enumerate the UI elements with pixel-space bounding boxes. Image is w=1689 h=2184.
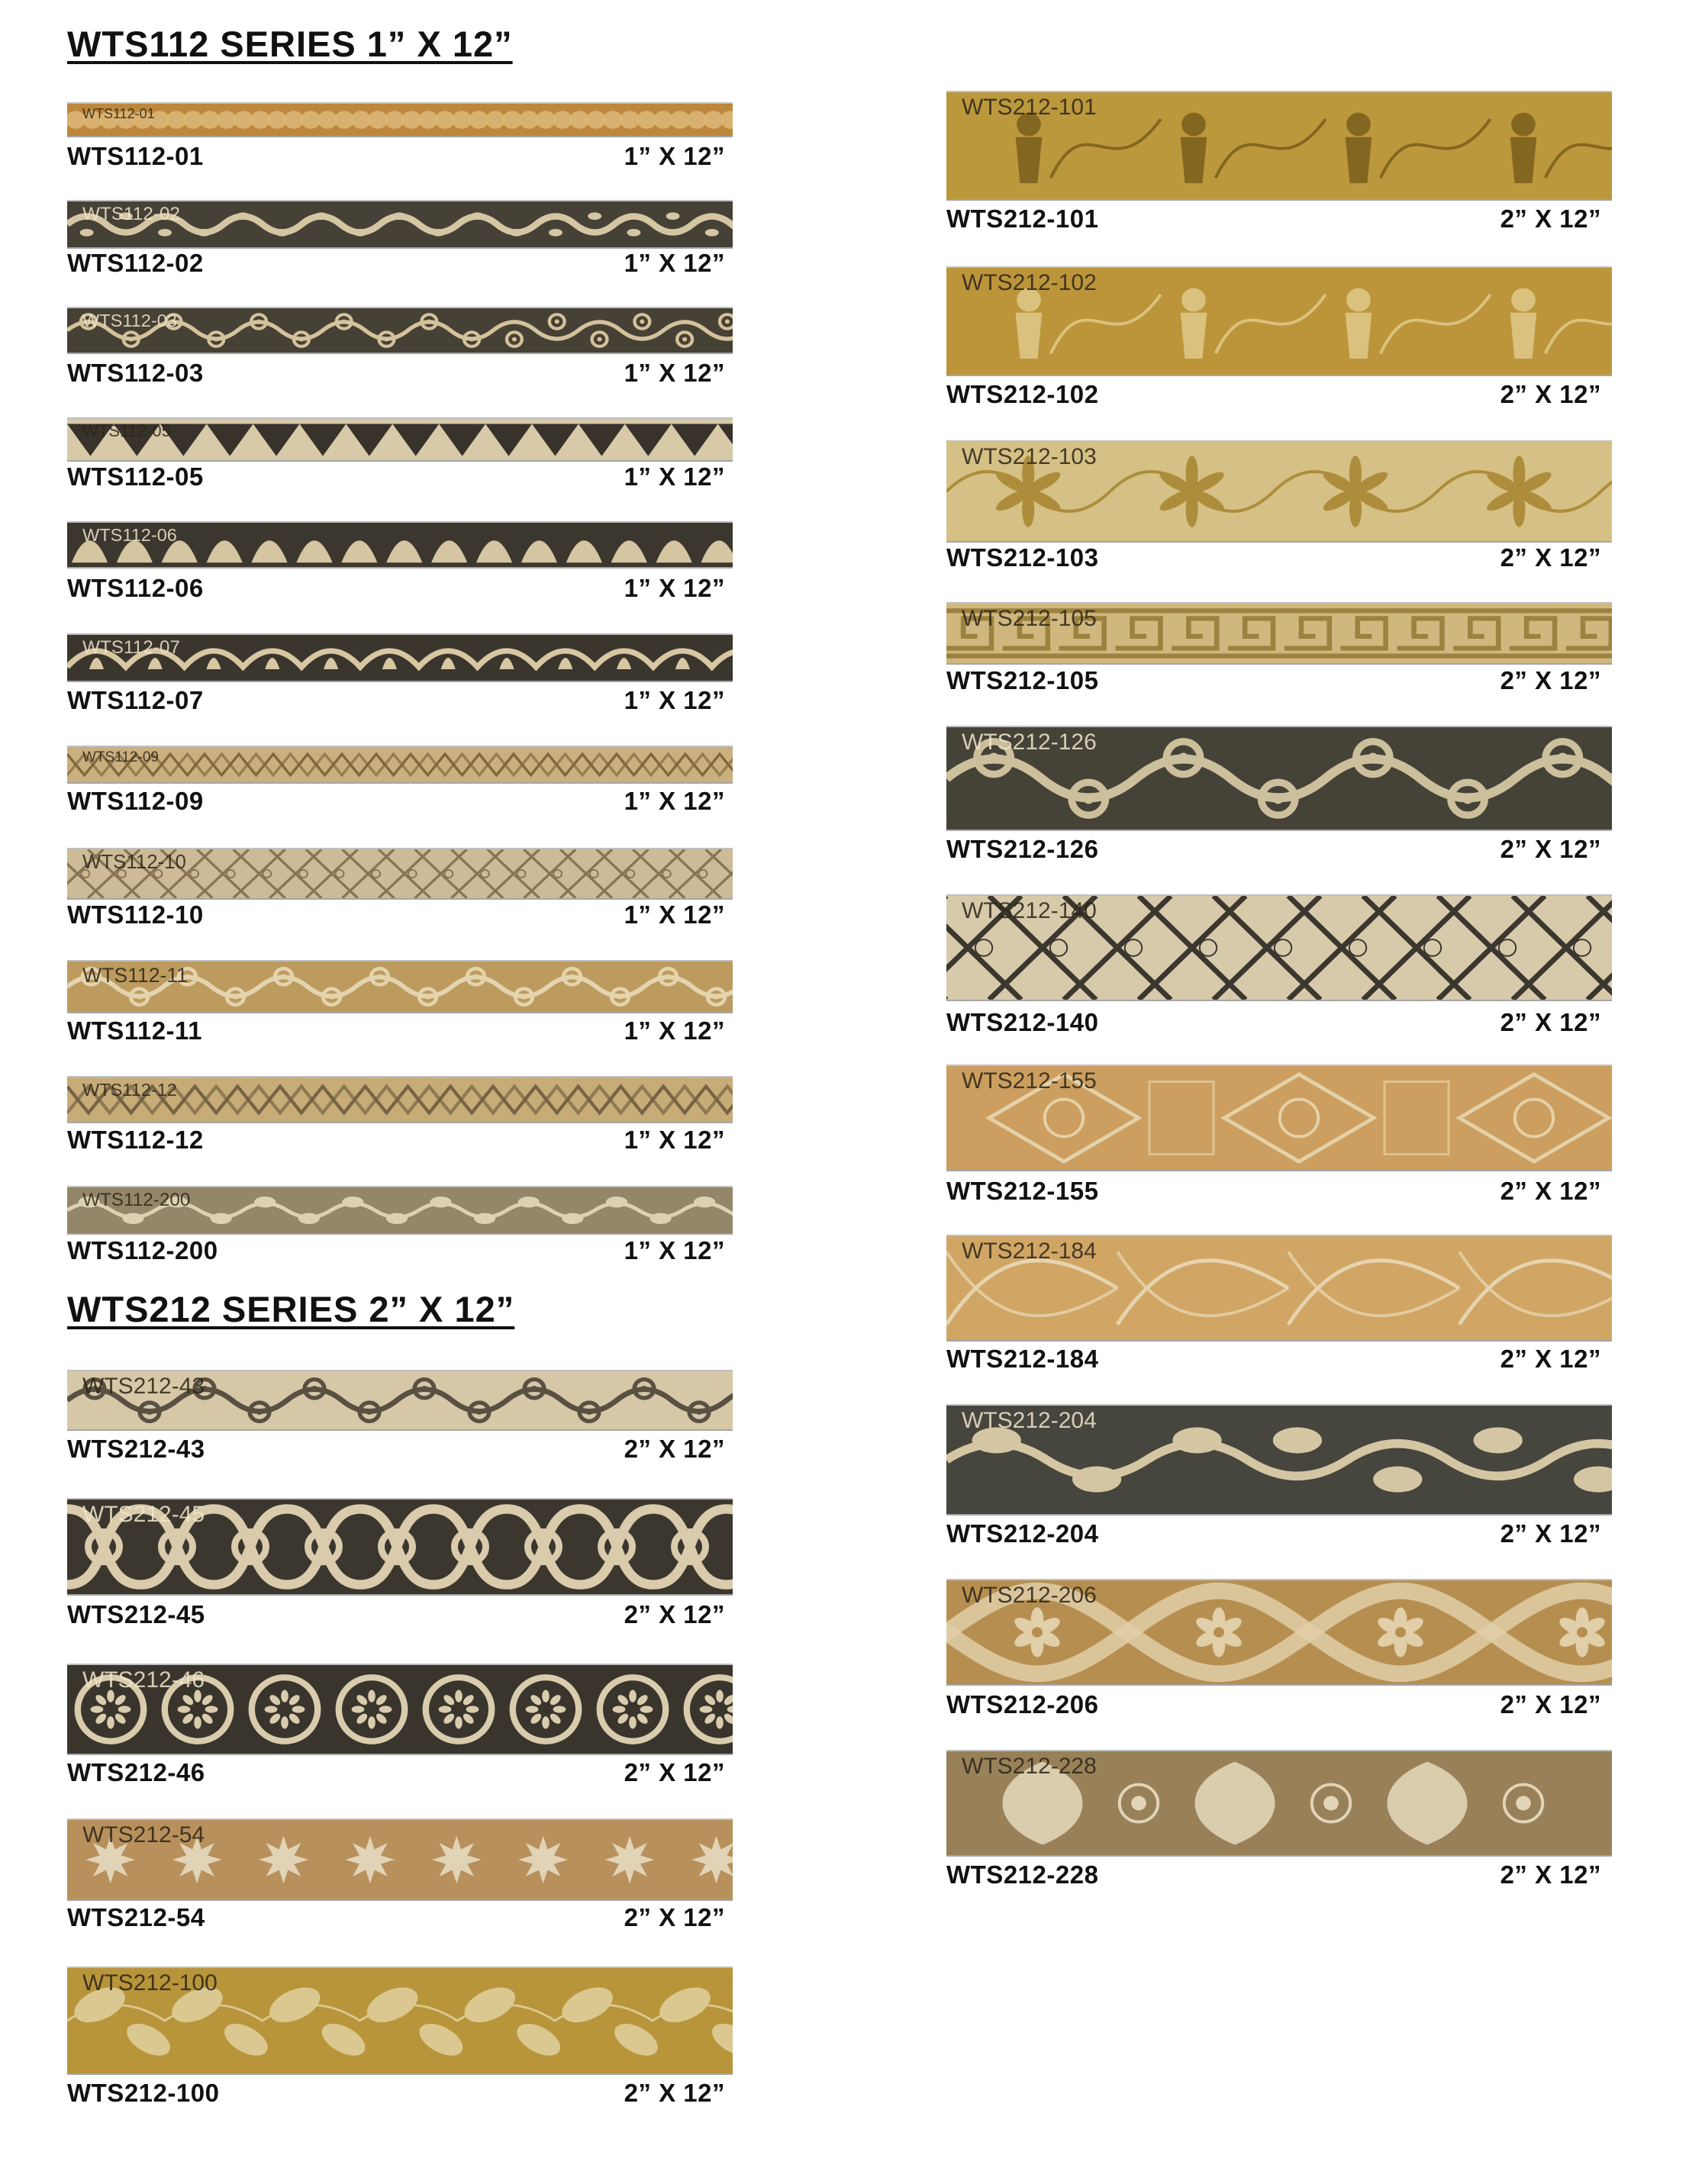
tile-code: WTS112-06 (67, 574, 204, 602)
tile-stamp-label: WTS212-101 (962, 95, 1097, 120)
tile-stamp-label: WTS212-228 (962, 1754, 1097, 1779)
tile-swatch (67, 1498, 733, 1596)
tile-size: 1” X 12” (624, 1236, 725, 1264)
tile-swatch (67, 521, 733, 569)
tile-code: WTS212-46 (67, 1758, 205, 1786)
tile-code: WTS212-101 (946, 205, 1099, 233)
tile-size: 2” X 12” (1500, 1008, 1601, 1036)
tile-swatch (946, 1579, 1612, 1686)
tile-code: WTS112-09 (67, 787, 204, 815)
tile-stamp-label: WTS112-06 (82, 525, 177, 545)
tile-code: WTS212-206 (946, 1690, 1099, 1719)
tile-stamp-label: WTS212-155 (962, 1068, 1097, 1094)
tile-swatch (67, 200, 733, 249)
tile-swatch (946, 1750, 1612, 1857)
tile-size: 2” X 12” (624, 1758, 725, 1786)
tile-swatch (946, 440, 1612, 543)
tile-swatch (67, 1967, 733, 2075)
tile-code: WTS212-102 (946, 380, 1099, 408)
tile-stamp-label: WTS212-184 (962, 1239, 1097, 1264)
tile-size: 2” X 12” (1500, 1690, 1601, 1719)
tile-swatch (67, 848, 733, 900)
tile-stamp-label: WTS212-100 (82, 1970, 218, 1996)
tile-size: 1” X 12” (624, 249, 725, 277)
tile-swatch (946, 1235, 1612, 1342)
tile-code: WTS212-204 (946, 1519, 1099, 1548)
tile-code: WTS212-155 (946, 1177, 1099, 1205)
tile-size: 1” X 12” (624, 142, 725, 170)
tile-size: 1” X 12” (624, 359, 725, 387)
tile-stamp-label: WTS112-11 (82, 964, 188, 987)
tile-swatch (67, 1370, 733, 1431)
tile-stamp-label: WTS212-102 (962, 270, 1097, 295)
tile-pattern-image (67, 747, 733, 782)
tile-code: WTS212-140 (946, 1008, 1099, 1036)
tile-swatch (67, 307, 733, 354)
tile-code: WTS212-105 (946, 666, 1099, 694)
tile-code: WTS212-100 (67, 2079, 220, 2107)
tile-code: WTS212-43 (67, 1435, 205, 1463)
tile-stamp-label: WTS112-07 (82, 637, 180, 658)
tile-stamp-label: WTS112-200 (82, 1190, 191, 1210)
tile-swatch (946, 1404, 1612, 1516)
tile-swatch (67, 1818, 733, 1901)
tile-code: WTS212-184 (946, 1345, 1099, 1373)
tile-swatch (946, 602, 1612, 665)
tile-stamp-label: WTS212-43 (82, 1374, 205, 1399)
tile-code: WTS112-11 (67, 1016, 202, 1045)
tile-code: WTS112-12 (67, 1126, 204, 1154)
tile-stamp-label: WTS112-10 (82, 852, 186, 873)
tile-code: WTS212-45 (67, 1600, 205, 1628)
tile-swatch (67, 1076, 733, 1123)
tile-size: 1” X 12” (624, 900, 725, 929)
tile-code: WTS112-01 (67, 142, 204, 170)
tile-size: 2” X 12” (624, 2079, 725, 2107)
tile-code: WTS212-54 (67, 1903, 205, 1931)
tile-swatch (67, 1664, 733, 1755)
tile-code: WTS112-200 (67, 1236, 218, 1264)
tile-stamp-label: WTS112-02 (82, 204, 180, 224)
tile-stamp-label: WTS112-09 (82, 749, 159, 765)
tile-size: 1” X 12” (624, 1016, 725, 1045)
tile-stamp-label: WTS212-204 (962, 1408, 1097, 1433)
tile-swatch (67, 746, 733, 784)
tile-swatch (67, 417, 733, 462)
tile-code: WTS112-07 (67, 686, 204, 714)
tile-stamp-label: WTS112-03 (82, 311, 177, 330)
tile-size: 1” X 12” (624, 1126, 725, 1154)
tile-size: 1” X 12” (624, 787, 725, 815)
tile-code: WTS112-05 (67, 462, 204, 491)
series-112-heading: WTS112 SERIES 1” X 12” (67, 24, 513, 64)
tile-size: 1” X 12” (624, 686, 725, 714)
tile-size: 2” X 12” (624, 1903, 725, 1931)
tile-code: WTS112-10 (67, 900, 204, 929)
tile-stamp-label: WTS112-12 (82, 1080, 177, 1100)
series-212-heading: WTS212 SERIES 2” X 12” (67, 1289, 515, 1329)
tile-swatch (946, 266, 1612, 376)
tile-code: WTS212-228 (946, 1860, 1099, 1889)
tile-swatch (946, 894, 1612, 1001)
tile-size: 2” X 12” (1500, 205, 1601, 233)
tile-size: 1” X 12” (624, 574, 725, 602)
tile-code: WTS212-126 (946, 835, 1099, 863)
tile-swatch (67, 960, 733, 1013)
tile-stamp-label: WTS212-206 (962, 1583, 1097, 1608)
tile-size: 2” X 12” (624, 1435, 725, 1463)
tile-size: 2” X 12” (1500, 666, 1601, 694)
tile-stamp-label: WTS212-105 (962, 606, 1097, 631)
tile-size: 2” X 12” (1500, 543, 1601, 572)
tile-swatch (946, 1065, 1612, 1171)
tile-stamp-label: WTS212-140 (962, 898, 1097, 923)
tile-swatch (946, 91, 1612, 201)
tile-code: WTS212-103 (946, 543, 1099, 572)
tile-stamp-label: WTS212-54 (82, 1822, 205, 1847)
tile-size: 2” X 12” (624, 1600, 725, 1628)
tile-stamp-label: WTS212-126 (962, 730, 1097, 755)
tile-size: 2” X 12” (1500, 1519, 1601, 1548)
tile-code: WTS112-03 (67, 359, 204, 387)
tile-swatch (67, 102, 733, 137)
tile-swatch (67, 1186, 733, 1235)
tile-code: WTS112-02 (67, 249, 204, 277)
tile-stamp-label: WTS112-01 (82, 106, 155, 121)
tile-swatch (67, 633, 733, 682)
tile-size: 2” X 12” (1500, 1860, 1601, 1889)
tile-size: 2” X 12” (1500, 380, 1601, 408)
tile-pattern-image (67, 104, 733, 136)
tile-swatch (946, 726, 1612, 831)
tile-size: 2” X 12” (1500, 1177, 1601, 1205)
tile-size: 2” X 12” (1500, 835, 1601, 863)
tile-stamp-label: WTS112-05 (82, 421, 171, 440)
tile-stamp-label: WTS212-103 (962, 444, 1097, 469)
tile-size: 1” X 12” (624, 462, 725, 491)
tile-stamp-label: WTS212-46 (82, 1667, 205, 1693)
tile-stamp-label: WTS212-45 (82, 1502, 205, 1527)
tile-size: 2” X 12” (1500, 1345, 1601, 1373)
